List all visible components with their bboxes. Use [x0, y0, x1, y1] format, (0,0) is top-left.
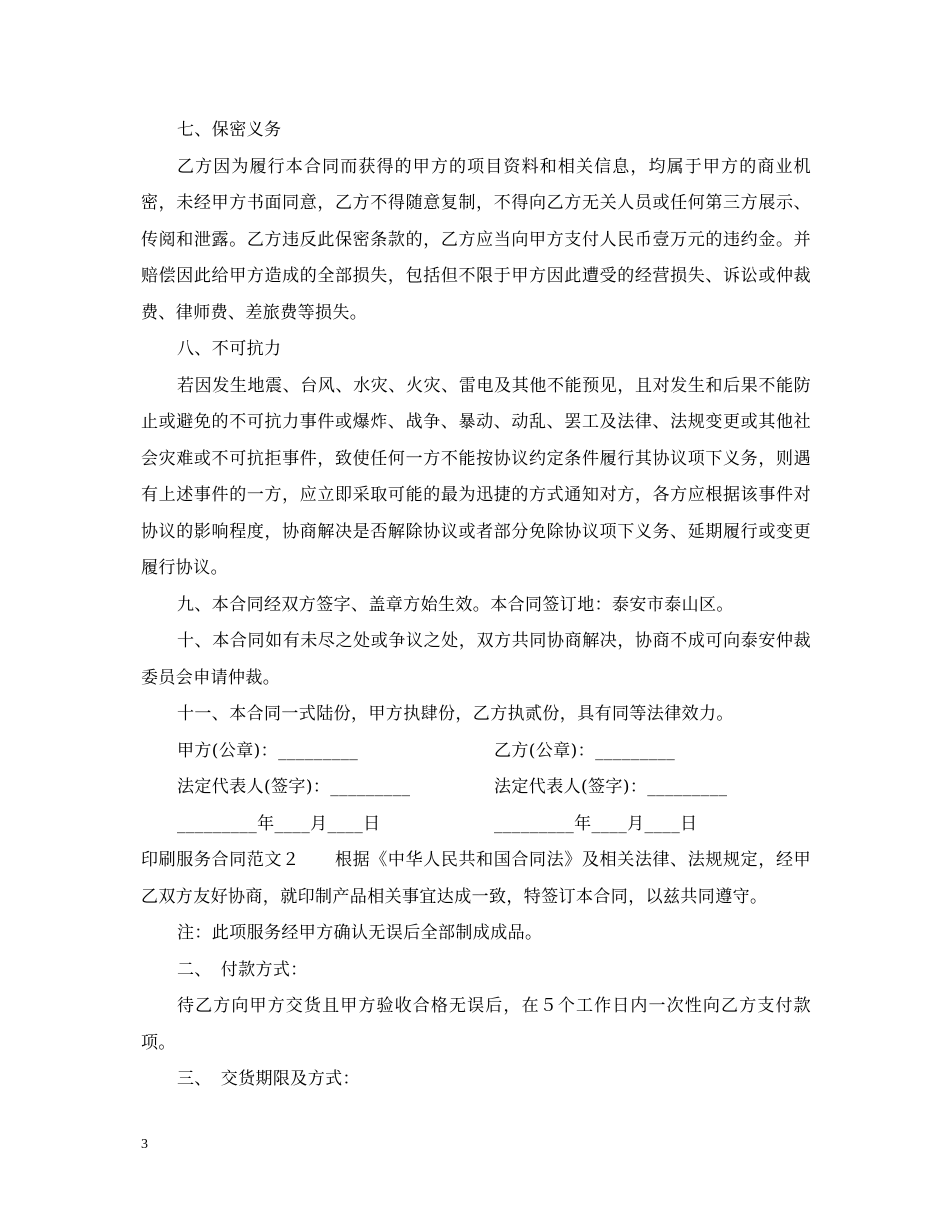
- party-b-date: _________年____月____日: [494, 813, 698, 834]
- section-8-title: 八、不可抗力: [177, 339, 282, 359]
- party-a-date: _________年____月____日: [177, 813, 381, 834]
- party-a-representative: 法定代表人(签字)：_________: [177, 777, 411, 797]
- section-10: 十、本合同如有未尽之处或争议之处，双方共同协商解决，协商不成可向泰安仲裁委员会申请仲裁。: [141, 631, 811, 688]
- signature-date-row: [141, 806, 811, 843]
- page-number: 3: [141, 1137, 148, 1152]
- sample-2-section-3-title: 三、 交货期限及方式：: [177, 1069, 360, 1089]
- sample-2-intro: 印刷服务合同范文２ 根据《中华人民共和国合同法》及相关法律、法规规定，经甲乙双方友好协商，就印制产品相关事宜达成一致，特签订本合同，以兹共同遵守。: [141, 850, 811, 907]
- signature-seal-row: [141, 733, 811, 770]
- party-a-seal: 甲方(公章)：_________: [177, 740, 359, 761]
- section-11: 十一、本合同一式陆份，甲方执肆份，乙方执贰份，具有同等法律效力。: [177, 704, 734, 724]
- signature-rep-row: [141, 769, 811, 806]
- section-7-title: 七、保密义务: [177, 120, 282, 140]
- document-body: [141, 112, 811, 1098]
- party-b-seal: 乙方(公章)：_________: [494, 740, 676, 761]
- section-8-body: 若因发生地震、台风、水灾、火灾、雷电及其他不能预见，且对发生和后果不能防止或避免的不可抗力事件或爆炸、战争、暴动、动乱、罢工及法律、法规变更或其他社会灾难或不可抗拒事件，致使任何一方不能按协议约定条件履行其协议项下义务，则遇有上述事件的一方，应立即采取可能的最为迅捷的方式通知对方，各方应根据该事件对协议的影响程度，协商解决是否解除协议或者部分免除协议项下义务、延期履行或变更履行协议。: [141, 375, 811, 578]
- sample-2-section-2-body: 待乙方向甲方交货且甲方验收合格无误后，在５个工作日内一次性向乙方支付款项。: [141, 996, 811, 1053]
- section-9: 九、本合同经双方签字、盖章方始生效。本合同签订地：泰安市泰山区。: [177, 594, 734, 615]
- sample-2-section-2-title: 二、 付款方式：: [177, 959, 308, 980]
- party-b-representative: 法定代表人(签字)：_________: [494, 777, 728, 797]
- section-7-body: 乙方因为履行本合同而获得的甲方的项目资料和相关信息，均属于甲方的商业机密，未经甲方书面同意，乙方不得随意复制，不得向乙方无关人员或任何第三方展示、传阅和泄露。乙方违反此保密条款的，乙方应当向甲方支付人民币壹万元的违约金。并赔偿因此给甲方造成的全部损失，包括但不限于甲方因此遭受的经营损失、诉讼或仲裁费、律师费、差旅费等损失。: [141, 156, 811, 323]
- sample-2-note: 注：此项服务经甲方确认无误后全部制成成品。: [177, 923, 543, 943]
